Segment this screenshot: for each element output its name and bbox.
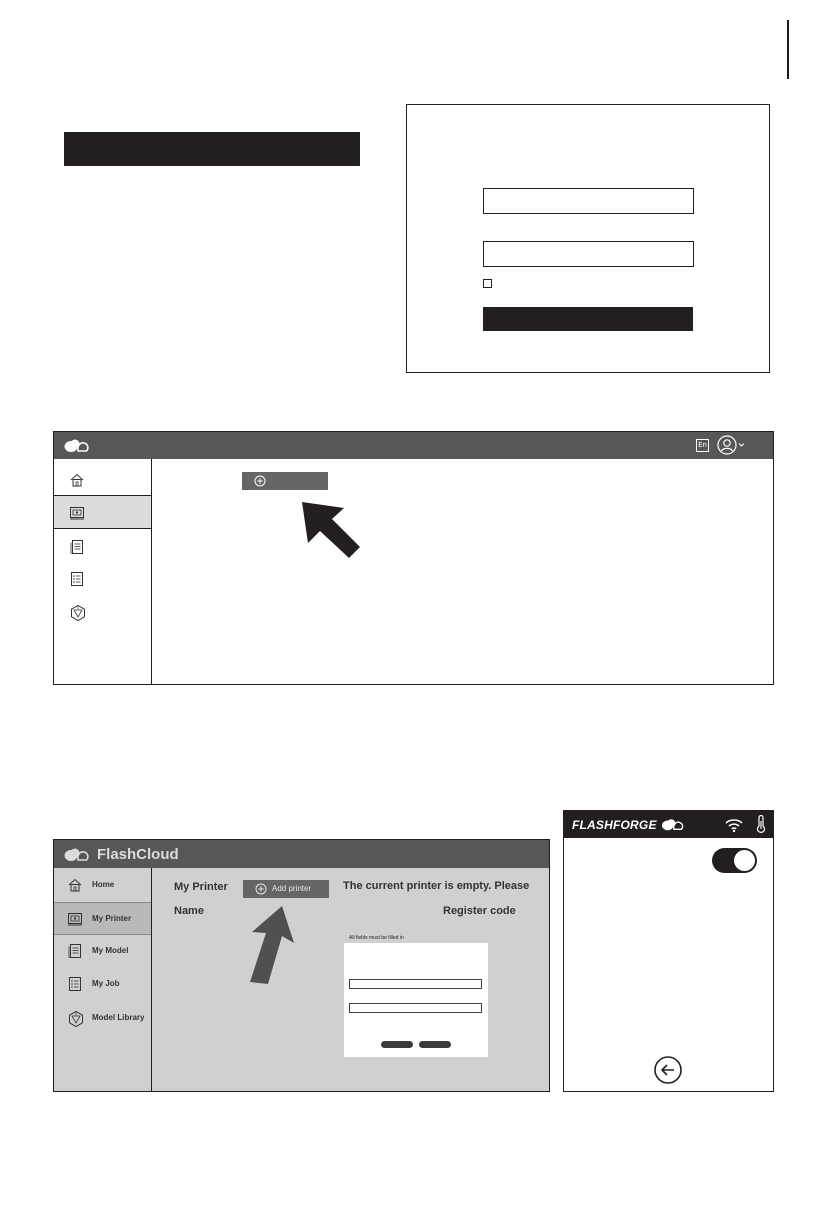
sidebar-item-label: My Printer	[92, 914, 132, 923]
printer-touch-screen	[563, 810, 774, 1092]
cloud-logo-icon	[63, 846, 91, 863]
sidebar-item-label: Home	[92, 880, 115, 889]
sidebar-item-model-library[interactable]	[54, 1002, 151, 1035]
flashcloud-window	[53, 431, 774, 685]
sidebar	[54, 459, 152, 684]
login-dialog	[406, 104, 770, 373]
sidebar-item-model[interactable]	[54, 530, 151, 564]
printer-icon	[67, 911, 83, 927]
thermometer-icon	[756, 815, 766, 834]
remember-checkbox[interactable]	[483, 279, 492, 288]
cloud-connection-toggle[interactable]	[712, 848, 757, 873]
empty-printer-message: The current printer is empty. Please	[343, 880, 530, 892]
app-brand: FlashCloud	[97, 846, 179, 863]
cancel-button[interactable]	[419, 1041, 451, 1048]
page-title: My Printer	[174, 881, 228, 893]
model-icon	[69, 539, 85, 555]
sidebar-item-job[interactable]	[54, 562, 151, 596]
add-printer-button[interactable]	[242, 472, 328, 490]
sidebar-item-home[interactable]	[54, 463, 151, 497]
printer-icon	[69, 505, 85, 521]
register-code-column-label: Register code	[443, 905, 516, 917]
cloud-logo-icon	[660, 817, 686, 832]
home-icon	[67, 877, 83, 893]
plus-circle-icon	[254, 475, 266, 487]
pointer-arrow-icon	[302, 502, 364, 558]
required-fields-note: All fields must be filled in	[349, 935, 404, 941]
model-icon	[67, 943, 83, 959]
password-input[interactable]	[483, 241, 694, 267]
sidebar-item-home[interactable]	[54, 869, 151, 902]
username-input[interactable]	[483, 188, 694, 214]
home-icon	[69, 472, 85, 488]
plus-circle-icon	[255, 883, 267, 895]
model-library-icon	[67, 1010, 85, 1028]
add-printer-button[interactable]	[243, 880, 329, 898]
cloud-logo-icon	[63, 437, 91, 454]
job-list-icon	[69, 571, 85, 587]
sidebar-item-model[interactable]	[54, 935, 151, 968]
wifi-icon	[724, 817, 744, 833]
printer-brand: FLASHFORGE	[572, 818, 657, 832]
sidebar-item-printer[interactable]	[54, 495, 151, 529]
register-code-input[interactable]	[349, 1003, 482, 1013]
page-edge-marker	[787, 20, 789, 79]
sidebar-item-label: My Model	[92, 946, 129, 955]
add-printer-label: Add printer	[272, 884, 312, 893]
confirm-button[interactable]	[381, 1041, 413, 1048]
sidebar-item-model-library[interactable]	[54, 595, 151, 629]
name-column-label: Name	[174, 905, 204, 917]
back-arrow-icon[interactable]	[653, 1055, 683, 1085]
top-bar	[54, 840, 549, 868]
printer-status-bar	[564, 811, 773, 838]
sidebar-item-label: Model Library	[92, 1013, 145, 1022]
black-banner	[64, 132, 360, 166]
printer-name-input[interactable]	[349, 979, 482, 989]
sidebar-item-label: My Job	[92, 979, 120, 988]
toggle-knob	[734, 850, 755, 871]
sidebar-item-printer[interactable]	[54, 902, 151, 935]
model-library-icon	[69, 604, 87, 622]
flashcloud-window-labelled	[53, 839, 550, 1092]
pointer-arrow-icon	[248, 906, 296, 984]
user-avatar-icon[interactable]	[717, 435, 737, 455]
job-list-icon	[67, 976, 83, 992]
sidebar-item-job[interactable]	[54, 968, 151, 1001]
register-printer-dialog	[344, 935, 488, 1057]
sidebar	[54, 868, 152, 1091]
chevron-down-icon[interactable]	[738, 442, 745, 448]
top-bar	[54, 432, 773, 459]
language-badge[interactable]: En	[696, 439, 709, 452]
login-button[interactable]	[483, 307, 693, 331]
